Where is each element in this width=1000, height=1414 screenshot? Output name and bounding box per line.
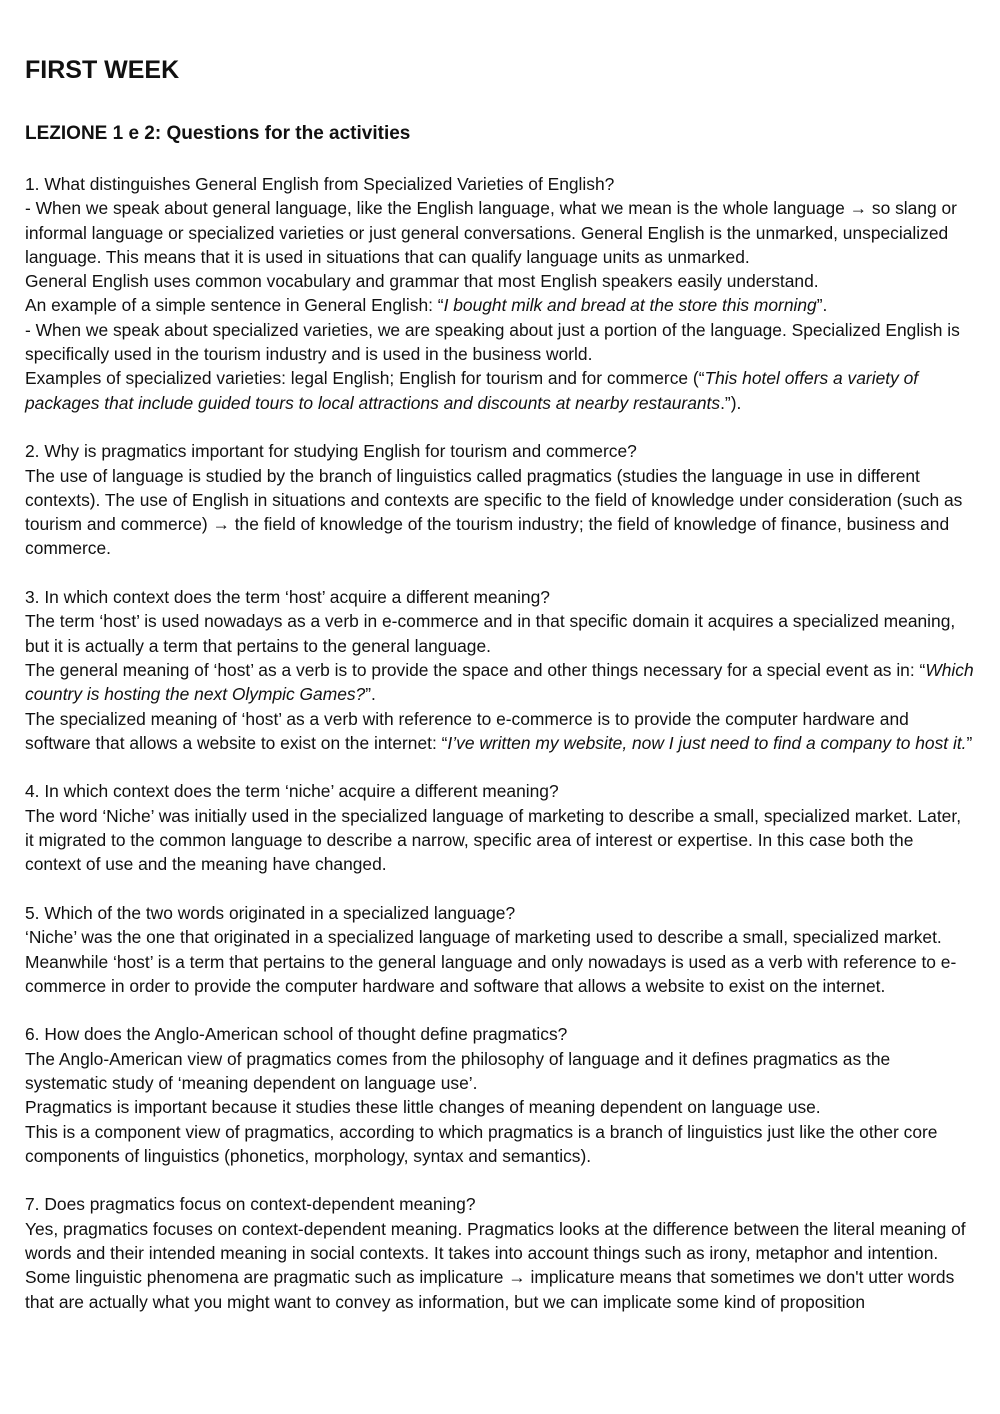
answer-3-p2-example: Which country is hosting the next Olympic Games? xyxy=(25,659,974,705)
question-3: 3. In which context does the term ‘host’ acquire a different meaning? xyxy=(25,587,550,608)
section-1 xyxy=(25,172,974,415)
question-4: 4. In which context does the term ‘niche’ acquire a different meaning? xyxy=(25,781,559,802)
answer-1-p3 xyxy=(25,293,974,317)
answer-2-p1: The use of language is studied by the branch of linguistics called pragmatics (studies the language in use in different contexts). The use of English in situations and contexts are specific to the field of knowledge under consideration (such as tourism and commerce) → the field of knowledge of the tourism industry; the field of knowledge of finance, business and commerce. xyxy=(25,465,963,559)
section-2 xyxy=(25,439,974,560)
answer-1-p2: General English uses common vocabulary and grammar that most English speakers easily understand. xyxy=(25,271,819,292)
answer-3-p2-post: ”. xyxy=(365,684,376,705)
answer-3-p3-pre: The specialized meaning of ‘host’ as a verb with reference to e-commerce is to provide the computer hardware and software that allows a website to exist on the internet: “ xyxy=(25,708,909,753)
question-1: 1. What distinguishes General English from Specialized Varieties of English? xyxy=(25,174,615,194)
page-subtitle: LEZIONE 1 e 2: Questions for the activities xyxy=(25,123,411,144)
question-2: 2. Why is pragmatics important for studying English for tourism and commerce? xyxy=(25,441,637,462)
answer-6-p3: This is a component view of pragmatics, according to which pragmatics is a branch of linguistics just like the other core components of linguistics (phonetics, morphology, syntax and semantics). xyxy=(25,1121,938,1166)
answer-1-p3-example: I bought milk and bread at the store this morning xyxy=(443,295,817,316)
question-6: 6. How does the Anglo-American school of thought define pragmatics? xyxy=(25,1024,568,1045)
section-3 xyxy=(25,585,974,755)
answer-1-p5-example: This hotel offers a variety of packages that include guided tours to local attractions and discounts at nearby restaurants xyxy=(25,368,919,413)
answer-3-p3-post: ” xyxy=(966,732,973,753)
question-5: 5. Which of the two words originated in a specialized language? xyxy=(25,902,516,923)
section-7 xyxy=(25,1192,974,1313)
answer-1-p5-post: .”). xyxy=(720,392,742,413)
answer-3-p1: The term ‘host’ is used nowadays as a verb in e-commerce and in that specific domain it acquires a specialized meaning, but it is actually a term that pertains to the general language. xyxy=(25,611,956,656)
question-7: 7. Does pragmatics focus on context-dependent meaning? xyxy=(25,1194,476,1215)
section-5 xyxy=(25,901,974,998)
answer-1-p1: - When we speak about general language, like the English language, what we mean is the whole language → so slang or informal language or specialized varieties or just general conversations. General English is the unmarked, unspecialized language. This means that it is used in situations that can qualify language units as unmarked. xyxy=(25,198,957,267)
section-6 xyxy=(25,1022,974,1168)
answer-1-p5 xyxy=(25,366,974,415)
answer-1-p4: - When we speak about specialized varieties, we are speaking about just a portion of the language. Specialized English is specifically used in the tourism industry and is used in the business world. xyxy=(25,319,960,365)
answer-6-p1: The Anglo-American view of pragmatics comes from the philosophy of language and it defines pragmatics as the systematic study of ‘meaning dependent on language use’. xyxy=(25,1048,891,1093)
answer-3-p2 xyxy=(25,658,974,707)
answer-1-p3-post: ”. xyxy=(816,295,828,316)
answer-1-p3-pre: An example of a simple sentence in General English: “ xyxy=(25,295,444,316)
answer-3-p3 xyxy=(25,707,974,756)
answer-4-p1: The word ‘Niche’ was initially used in the specialized language of marketing to describe a small, specialized market. Later, it migrated to the common language to describe a narrow, specific area of interest or expertise. In this case both the context of use and the meaning have changed. xyxy=(25,805,962,875)
page-title: FIRST WEEK xyxy=(25,56,180,84)
answer-1-p5-pre: Examples of specialized varieties: legal English; English for tourism and for commerce (“ xyxy=(25,368,705,389)
answer-3-p3-example: I’ve written my website, now I just need to find a company to host it. xyxy=(447,732,967,753)
answer-5-p1: ‘Niche’ was the one that originated in a specialized language of marketing used to describe a small, specialized market. Meanwhile ‘host’ is a term that pertains to the general language and only nowadays is used as a verb with reference to e-commerce in order to provide the computer hardware and software that allows a website to exist on the internet. xyxy=(25,927,957,996)
answer-6-p2: Pragmatics is important because it studies these little changes of meaning dependent on language use. xyxy=(25,1097,821,1118)
answer-7-p1: Yes, pragmatics focuses on context-dependent meaning. Pragmatics looks at the difference between the literal meaning of words and their intended meaning in social contexts. It takes into account things such as irony, metaphor and intention. xyxy=(25,1218,966,1264)
answer-7-p2: Some linguistic phenomena are pragmatic such as implicature → implicature means that sometimes we don't utter words that are actually what you might want to convey as information, but we can implicate some kind of proposition xyxy=(25,1267,955,1312)
section-4 xyxy=(25,779,974,876)
answer-3-p2-pre: The general meaning of ‘host’ as a verb is to provide the space and other things necessary for a special event as in: “ xyxy=(25,659,926,680)
